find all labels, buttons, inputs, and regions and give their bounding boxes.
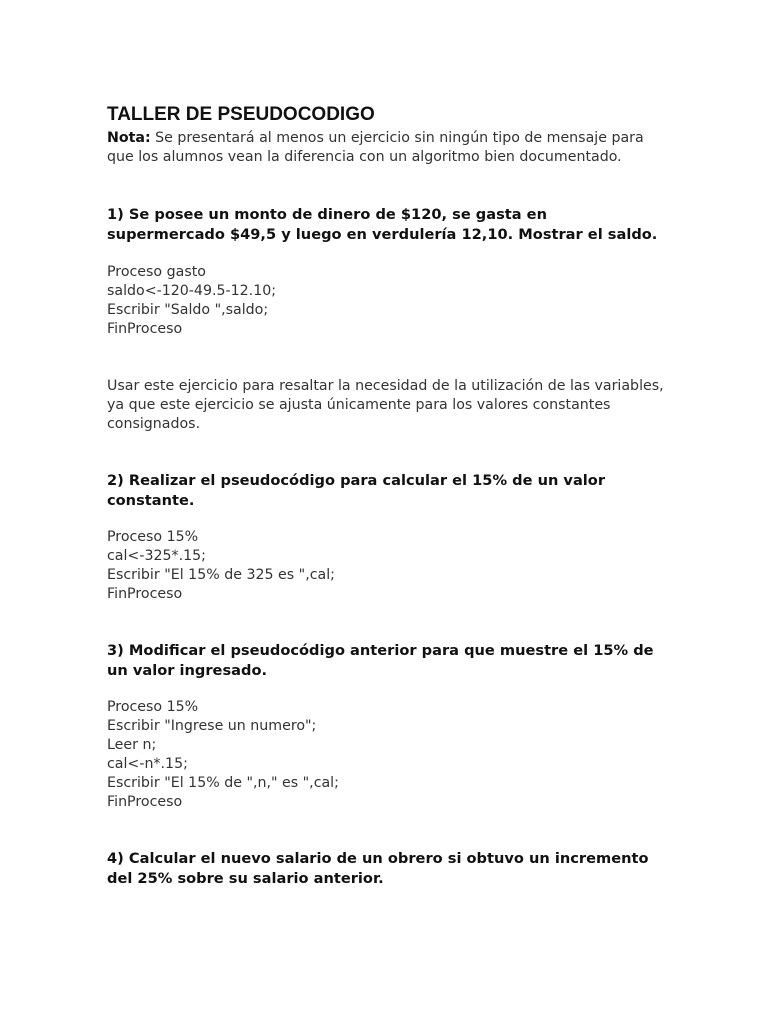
code-line: cal<-n*.15; [107, 756, 188, 772]
code-line: Proceso gasto [107, 264, 206, 280]
code-line: FinProceso [107, 794, 183, 810]
exercise-1-code [107, 263, 667, 339]
code-line: Escribir "Ingrese un numero"; [107, 718, 317, 734]
document-title: TALLER DE PSEUDOCODIGO [107, 104, 375, 125]
exercise-2-code [107, 528, 667, 604]
exercise-1-comment: Usar este ejercicio para resaltar la necesidad de la utilización de las variables, ya que este ejercicio se ajusta únicamente para los valores constantes consignados. [107, 378, 664, 432]
code-line: FinProceso [107, 586, 183, 602]
note-label: Nota: [107, 130, 151, 146]
exercise-3-code [107, 698, 667, 812]
note-paragraph [107, 129, 667, 167]
note-text: Se presentará al menos un ejercicio sin ningún tipo de mensaje para que los alumnos vean la diferencia con un algoritmo bien documentado. [107, 130, 644, 165]
exercise-3-question: 3) Modificar el pseudocódigo anterior para que muestre el 15% de un valor ingresado. [107, 642, 654, 679]
code-line: saldo<-120-49.5-12.10; [107, 283, 277, 299]
code-line: Leer n; [107, 737, 157, 753]
exercise-2-question: 2) Realizar el pseudocódigo para calcular el 15% de un valor constante. [107, 472, 606, 509]
code-line: Escribir "Saldo ",saldo; [107, 302, 269, 318]
code-line: Escribir "El 15% de 325 es ",cal; [107, 567, 335, 583]
document-page [107, 104, 667, 888]
exercise-1-question: 1) Se posee un monto de dinero de $120, se gasta en supermercado $49,5 y luego en verdulería 12,10. Mostrar el saldo. [107, 206, 658, 243]
code-line: FinProceso [107, 321, 183, 337]
exercise-4-question: 4) Calcular el nuevo salario de un obrero si obtuvo un incremento del 25% sobre su salario anterior. [107, 850, 649, 887]
code-line: Escribir "El 15% de ",n," es ",cal; [107, 775, 339, 791]
code-line: Proceso 15% [107, 699, 199, 715]
code-line: Proceso 15% [107, 529, 199, 545]
code-line: cal<-325*.15; [107, 548, 206, 564]
